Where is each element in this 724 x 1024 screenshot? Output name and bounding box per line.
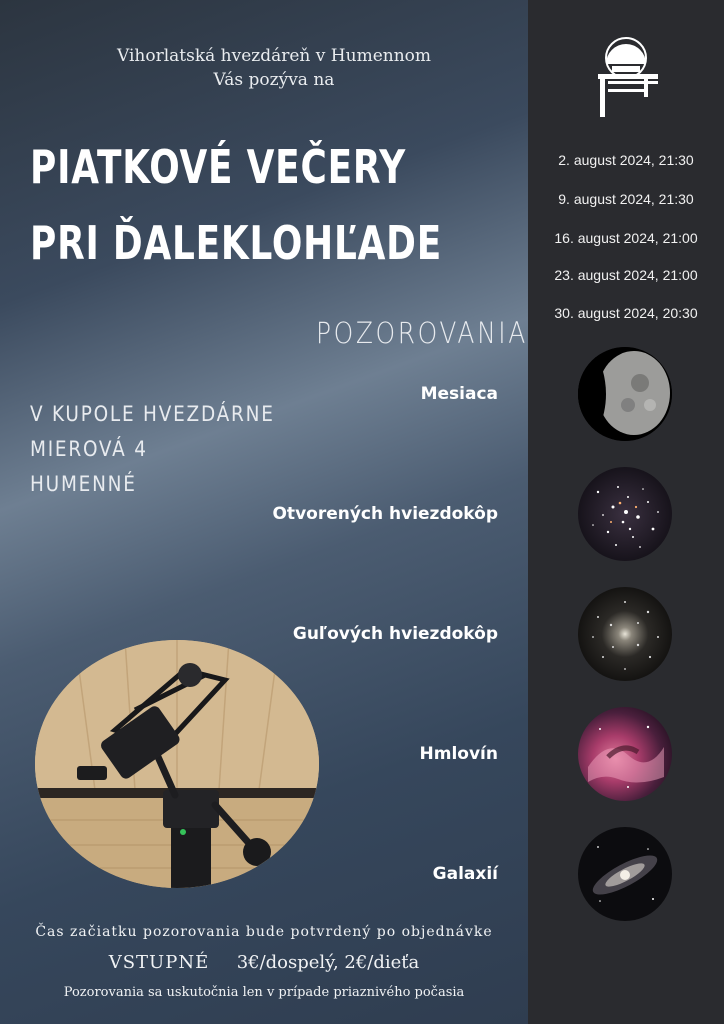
title-line-1: PIATKOVÉ VEČERY [30,140,407,194]
moon-icon [578,347,672,441]
date-2: 9. august 2024, 21:30 [558,191,694,207]
entry-label: VSTUPNÉ [108,952,210,973]
globular-cluster-icon [578,587,672,681]
date-1: 2. august 2024, 21:30 [558,152,694,168]
object-label-moon: Mesiaca [420,384,498,404]
telescope-photo [35,640,319,888]
object-label-nebulae: Hmlovín [419,744,498,764]
open-cluster-icon [578,467,672,561]
intro-line-1: Vihorlatská hvezdáreň v Humennom [116,46,432,66]
object-label-open-clusters: Otvorených hviezdokôp [272,504,498,524]
venue-line-3: HUMENNÉ [30,472,137,496]
object-label-globular-clusters: Guľových hviezdokôp [292,624,498,644]
entry-price: 3€/dospelý, 2€/dieťa [236,952,420,973]
footer-entry [0,952,528,973]
subtitle-pozorovania: POZOROVANIA [316,316,528,350]
title-line-2: PRI ĎALEKLOHĽADE [30,216,443,270]
observatory-logo-icon [586,34,666,120]
venue-line-1: V KUPOLE HVEZDÁRNE [30,402,275,426]
nebula-icon [578,707,672,801]
date-4: 23. august 2024, 21:00 [554,267,698,283]
footer-note: Čas začiatku pozorovania bude potvrdený po objednávke [35,924,493,940]
date-3: 16. august 2024, 21:00 [554,230,698,246]
venue-line-2: MIEROVÁ 4 [30,437,148,461]
footer-weather: Pozorovania sa uskutočnia len v prípade priaznivého počasia [63,985,465,1000]
object-label-galaxies: Galaxií [432,864,498,884]
intro-line-2: Vás pozýva na [213,70,335,90]
galaxy-icon [578,827,672,921]
date-5: 30. august 2024, 20:30 [554,305,698,321]
